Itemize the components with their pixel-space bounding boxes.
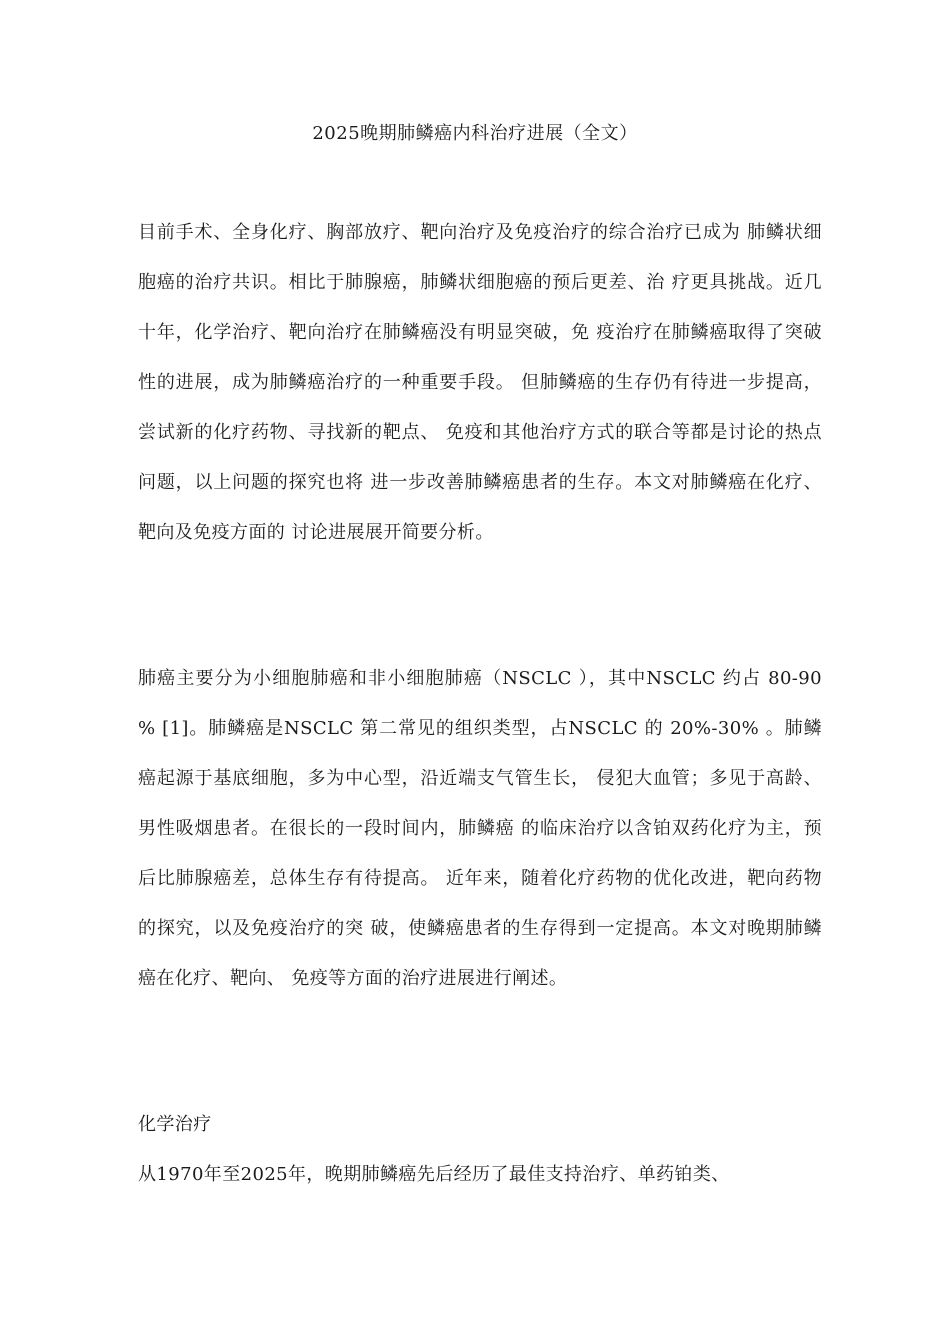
intro-paragraph: 目前手术、全身化疗、胸部放疗、靶向治疗及免疫治疗的综合治疗已成为 肺鳞状细胞癌的治疗共识。相比于肺腺癌，肺鳞状细胞癌的预后更差、治 疗更具挑战。近几十年，化学治疗、靶向治疗在肺鳞癌没有明显突破，免 疫治疗在肺鳞癌取得了突破性的进展，成为肺鳞癌治疗的一种重要手段。 但肺鳞癌的生存仍有待进一步提高，尝试新的化疗药物、寻找新的靶点、 免疫和其他治疗方式的联合等都是讨论的热点问题，以上问题的探究也将 进一步改善肺鳞癌患者的生存。本文对肺鳞癌在化疗、靶向及免疫方面的 讨论进展展开简要分析。 (138, 222, 822, 543)
section-paragraph: 从1970年至2025年，晚期肺鳞癌先后经历了最佳支持治疗、单药铂类、 (138, 1164, 730, 1185)
background-paragraph-block (138, 654, 822, 1004)
background-paragraph: 肺癌主要分为小细胞肺癌和非小细胞肺癌（NSCLC ），其中NSCLC 约占 80-90 % [1]。肺鳞癌是NSCLC 第二常见的组织类型，占NSCLC 的 20%-30% 。肺鳞癌起源于基底细胞，多为中心型，沿近端支气管生长， 侵犯大血管；多见于高龄、男性吸烟患者。在很长的一段时间内，肺鳞癌 的临床治疗以含铂双药化疗为主，预后比肺腺癌差，总体生存有待提高。 近年来，随着化疗药物的优化改进，靶向药物的探究，以及免疫治疗的突 破，使鳞癌患者的生存得到一定提高。本文对晚期肺鳞癌在化疗、靶向、 免疫等方面的治疗进展进行阐述。 (138, 668, 822, 989)
document-title: 2025晚期肺鳞癌内科治疗进展（全文） (312, 123, 638, 144)
section-heading-block (138, 1100, 822, 1150)
intro-paragraph-block (138, 208, 822, 558)
section-heading: 化学治疗 (138, 1114, 212, 1135)
section-paragraph-block (138, 1150, 822, 1200)
